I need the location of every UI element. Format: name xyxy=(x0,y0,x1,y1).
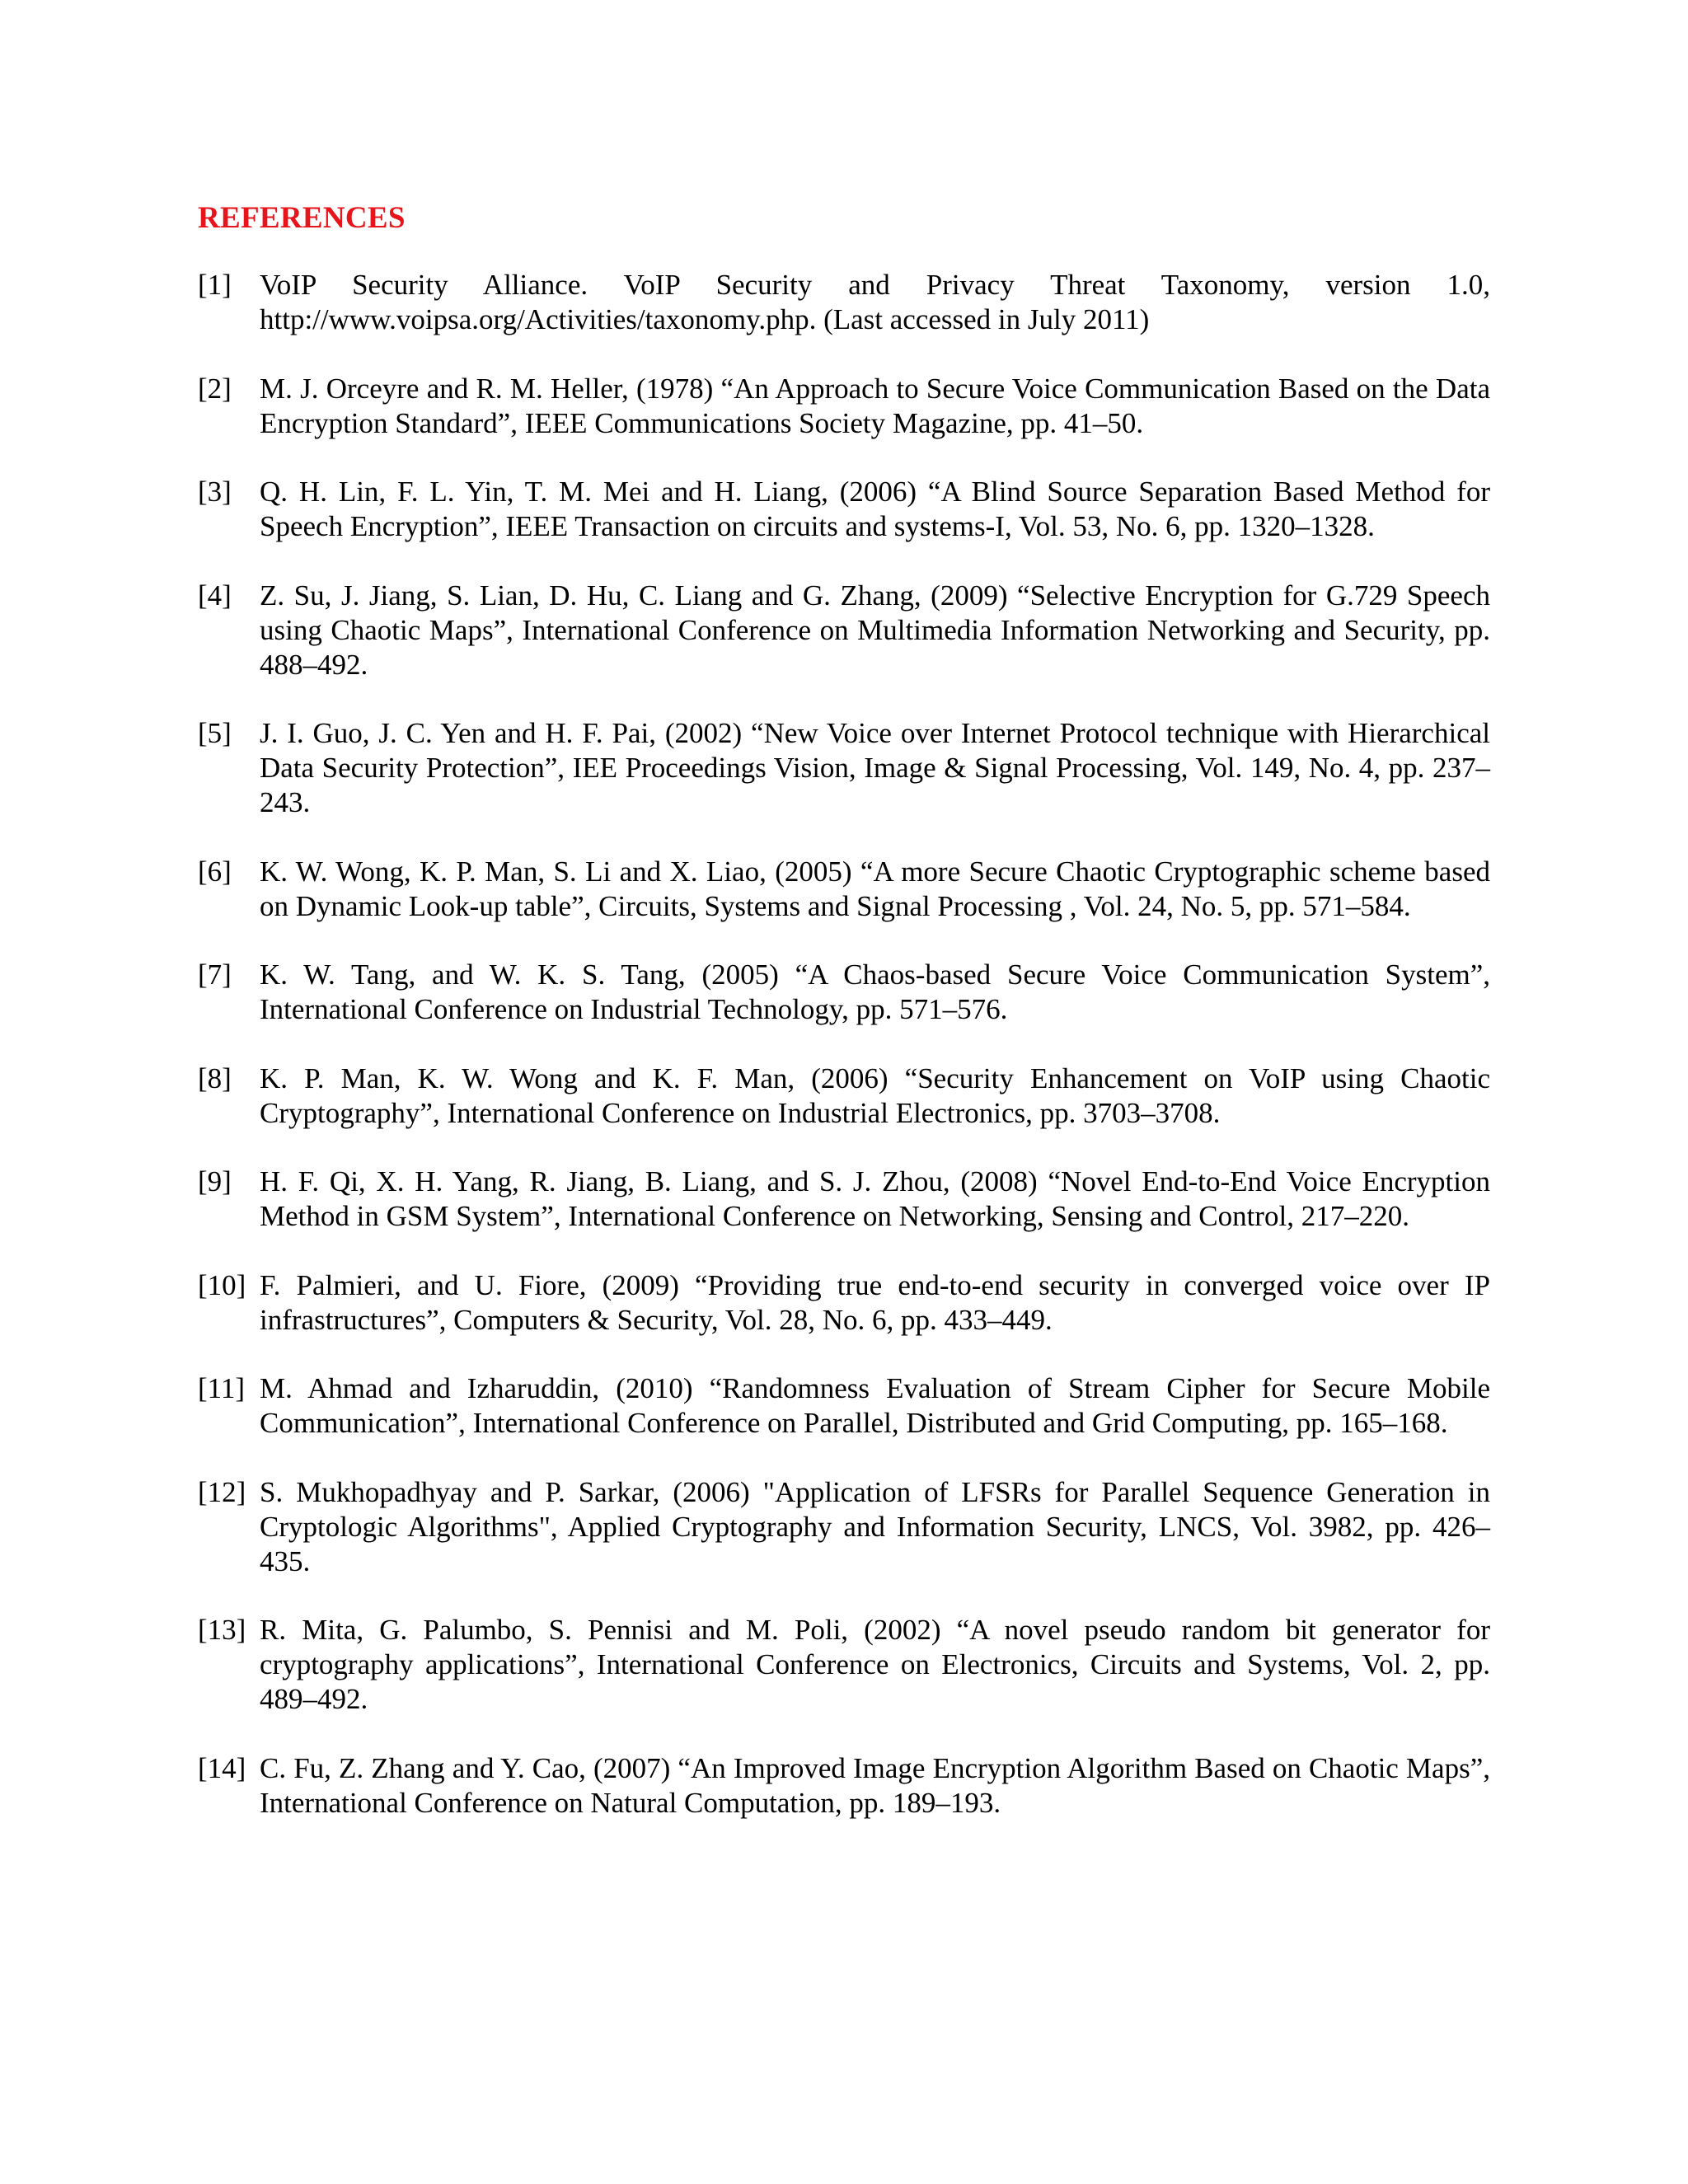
reference-text: S. Mukhopadhyay and P. Sarkar, (2006) "Application of LFSRs for Parallel Sequence Generation in Cryptologic Algorithms", Applied Cryptography and Information Security, LNCS, Vol. 3982, pp. 426–435. xyxy=(260,1475,1490,1577)
reference-text: K. W. Wong, K. P. Man, S. Li and X. Liao, (2005) “A more Secure Chaotic Cryptographic scheme based on Dynamic Look-up table”, Circuits, Systems and Signal Processing , Vol. 24, No. 5, pp. 571–584. xyxy=(260,855,1490,922)
reference-text: M. Ahmad and Izharuddin, (2010) “Randomness Evaluation of Stream Cipher for Secure Mobile Communication”, International Conference on Parallel, Distributed and Grid Computing, pp. 165–168. xyxy=(260,1372,1490,1439)
reference-number: [11] xyxy=(198,1372,246,1404)
reference-item xyxy=(198,1062,1490,1131)
reference-number: [4] xyxy=(198,579,232,612)
reference-item xyxy=(198,268,1490,337)
reference-item xyxy=(198,855,1490,924)
reference-number: [6] xyxy=(198,855,232,888)
reference-number: [10] xyxy=(198,1268,246,1301)
reference-text: H. F. Qi, X. H. Yang, R. Jiang, B. Liang, and S. J. Zhou, (2008) “Novel End-to-End Voice Encryption Method in GSM System”, International Conference on Networking, Sensing and Control, 217–220. xyxy=(260,1165,1490,1232)
reference-text: C. Fu, Z. Zhang and Y. Cao, (2007) “An Improved Image Encryption Algorithm Based on Chaotic Maps”, International Conference on Natural Computation, pp. 189–193. xyxy=(260,1751,1490,1819)
reference-number: [12] xyxy=(198,1475,246,1508)
reference-text: K. P. Man, K. W. Wong and K. F. Man, (2006) “Security Enhancement on VoIP using Chaotic Cryptography”, International Conference on Industrial Electronics, pp. 3703–3708. xyxy=(260,1062,1490,1129)
reference-text: J. I. Guo, J. C. Yen and H. F. Pai, (2002) “New Voice over Internet Protocol technique with Hierarchical Data Security Protection”, IEE Proceedings Vision, Image & Signal Processing, Vol. 149, No. 4, pp. 237–243. xyxy=(260,717,1490,818)
reference-item xyxy=(198,1268,1490,1338)
reference-item xyxy=(198,475,1490,544)
reference-item xyxy=(198,579,1490,682)
reference-text: M. J. Orceyre and R. M. Heller, (1978) “An Approach to Secure Voice Communication Based on the Data Encryption Standard”, IEEE Communications Society Magazine, pp. 41–50. xyxy=(260,372,1490,439)
reference-number: [5] xyxy=(198,717,232,749)
reference-item xyxy=(198,1475,1490,1579)
reference-text: K. W. Tang, and W. K. S. Tang, (2005) “A Chaos-based Secure Voice Communication System”, International Conference on Industrial Technology, pp. 571–576. xyxy=(260,958,1490,1025)
reference-number: [1] xyxy=(198,269,232,301)
reference-text: Z. Su, J. Jiang, S. Lian, D. Hu, C. Liang and G. Zhang, (2009) “Selective Encryption for G.729 Speech using Chaotic Maps”, International Conference on Multimedia Information Networking and Security, pp. 488–492. xyxy=(260,579,1490,681)
references-heading: REFERENCES xyxy=(198,201,406,235)
reference-item xyxy=(198,372,1490,441)
reference-number: [3] xyxy=(198,476,232,508)
reference-number: [7] xyxy=(198,958,232,991)
reference-item xyxy=(198,1751,1490,1821)
reference-text: F. Palmieri, and U. Fiore, (2009) “Providing true end-to-end security in converged voice over IP infrastructures”, Computers & Security, Vol. 28, No. 6, pp. 433–449. xyxy=(260,1268,1490,1336)
reference-item xyxy=(198,958,1490,1027)
reference-number: [2] xyxy=(198,372,232,405)
reference-item xyxy=(198,1165,1490,1234)
reference-number: [8] xyxy=(198,1062,232,1094)
reference-item xyxy=(198,1613,1490,1717)
reference-text: VoIP Security Alliance. VoIP Security and Privacy Threat Taxonomy, version 1.0, http://www.voipsa.org/Activities/taxonomy.php. (Last accessed in July 2011) xyxy=(260,269,1490,335)
reference-number: [9] xyxy=(198,1165,232,1197)
reference-text: R. Mita, G. Palumbo, S. Pennisi and M. Poli, (2002) “A novel pseudo random bit generator for cryptography applications”, International Conference on Electronics, Circuits and Systems, Vol. 2, pp. 489–492. xyxy=(260,1614,1490,1715)
reference-list xyxy=(198,268,1490,1854)
reference-number: [14] xyxy=(198,1751,246,1784)
reference-text: Q. H. Lin, F. L. Yin, T. M. Mei and H. Liang, (2006) “A Blind Source Separation Based Method for Speech Encryption”, IEEE Transaction on circuits and systems-I, Vol. 53, No. 6, pp. 1320–1328. xyxy=(260,476,1490,542)
reference-number: [13] xyxy=(198,1614,246,1646)
reference-item xyxy=(198,1371,1490,1441)
reference-item xyxy=(198,716,1490,820)
